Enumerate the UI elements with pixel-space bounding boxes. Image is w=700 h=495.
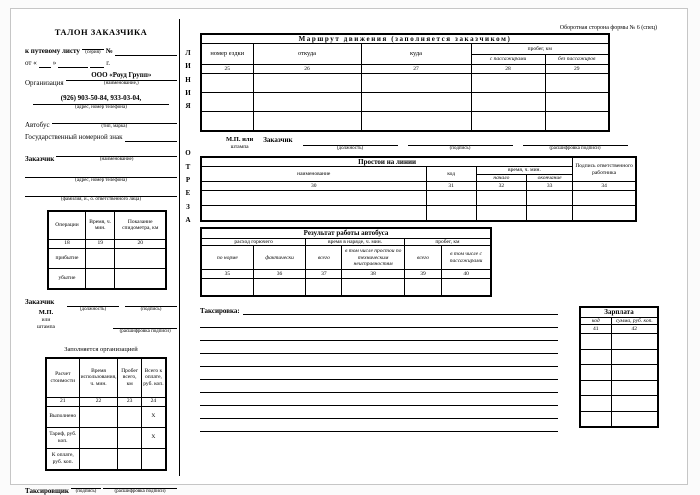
cut-letter: И	[185, 62, 191, 71]
taxing-line	[200, 406, 558, 419]
downtime-col-start: начало	[476, 174, 526, 182]
plate-blank	[125, 133, 178, 142]
taxing-blank	[243, 306, 558, 315]
taxing-line	[200, 367, 558, 380]
ops-row-arrival: прибытие	[48, 248, 85, 268]
empty-cell	[471, 93, 545, 112]
calc-row-done: Выполнено	[46, 406, 79, 427]
cut-letter: Л	[185, 49, 191, 57]
empty-cell	[201, 93, 253, 112]
result-col-norm: по норме	[201, 246, 253, 270]
fio-blank	[25, 188, 177, 197]
route-table	[200, 33, 610, 132]
route-col-trip: номер ездки	[201, 44, 253, 65]
decipher-sub: (расшифровка подписи)	[119, 329, 171, 335]
empty-cell	[201, 74, 253, 93]
cut-letter: З	[186, 202, 190, 211]
organization-row	[25, 71, 177, 87]
salary-num-41: 41	[580, 325, 611, 334]
salary-title: Зарплата	[580, 307, 658, 317]
series-field	[82, 41, 104, 57]
date-ot: от «	[25, 59, 37, 68]
coupon-title: ТАЛОН ЗАКАЗЧИКА	[54, 27, 148, 37]
customer-coupon-section	[25, 19, 177, 495]
downtime-title: Простои на линии	[201, 157, 573, 167]
result-num-38: 38	[342, 270, 404, 279]
route-num-28: 28	[471, 65, 545, 74]
calc-col-time: Время использования, ч. мин.	[79, 358, 118, 398]
spacer	[67, 320, 113, 336]
cut-letter: Е	[185, 189, 191, 198]
date-close: »	[52, 59, 57, 68]
route-col-to: куда	[361, 44, 471, 65]
empty-cell	[118, 406, 141, 427]
org-label: Организация	[25, 78, 64, 87]
calc-col-payable: Всего к оплате, руб. коп.	[141, 358, 166, 398]
right-stamp-word: штампа	[230, 144, 249, 151]
ops-col-time: Время, ч. мин.	[85, 211, 114, 240]
customer-label: Заказчик	[25, 154, 55, 163]
stamp-word: штампа	[36, 323, 55, 330]
route-col-from: откуда	[253, 44, 361, 65]
right-signature-field	[408, 139, 513, 153]
empty-cell	[85, 268, 114, 289]
address-blank	[25, 169, 177, 178]
stamp-note	[25, 309, 67, 330]
downtime-num-33: 33	[526, 182, 572, 191]
taxing-first-line	[200, 306, 558, 315]
taxing-line	[200, 419, 558, 432]
right-position-field	[303, 139, 398, 153]
taxing-line	[200, 341, 558, 354]
empty-cell	[611, 396, 658, 412]
empty-cell	[545, 112, 609, 132]
empty-cell	[253, 279, 305, 297]
calc-num-21: 21	[46, 397, 79, 406]
result-grp-time: время в наряде, ч. мин.	[306, 238, 405, 246]
address-sub: (адрес, номер телефона)	[75, 177, 127, 183]
route-num-27: 27	[361, 65, 471, 74]
downtime-col-time: время, ч. мин.	[476, 167, 572, 175]
fio-field	[25, 188, 177, 204]
empty-cell	[361, 74, 471, 93]
taxing-line	[200, 393, 558, 406]
series-blank	[82, 41, 104, 50]
cut-letter: Н	[185, 75, 191, 84]
empty-cell	[79, 406, 118, 427]
operations-table	[47, 210, 167, 290]
date-row	[25, 59, 177, 68]
bus-sub: (тип, марка)	[101, 123, 128, 129]
cut-letter: И	[185, 88, 191, 97]
empty-cell	[580, 334, 611, 350]
cut-letter: Я	[185, 102, 191, 111]
empty-cell	[580, 380, 611, 396]
result-col-fact: фактически	[253, 246, 305, 270]
empty-cell	[611, 411, 658, 427]
downtime-num-34: 34	[573, 182, 636, 191]
date-year-blank	[90, 59, 104, 68]
position-blank	[67, 298, 119, 307]
signature-line-2	[67, 320, 177, 336]
empty-cell	[573, 206, 636, 222]
calc-col-mileage: Пробег всего, км	[118, 358, 141, 398]
decipher-field	[113, 320, 177, 336]
ops-col-odometer: Показание спидометра, км	[115, 211, 166, 240]
cut-letter: Т	[185, 162, 191, 171]
no-sign: №	[105, 47, 113, 56]
empty-cell	[545, 93, 609, 112]
downtime-col-signature: Подпись ответственного работника	[573, 157, 636, 182]
downtime-col-end: окончание	[526, 174, 572, 182]
route-num-26: 26	[253, 65, 361, 74]
taxing-salary-block	[200, 306, 679, 432]
taxer-decipher-sub: (расшифровка подписи)	[114, 488, 166, 494]
cut-line	[179, 19, 196, 476]
date-month-blank	[58, 59, 88, 68]
date-day-blank	[39, 59, 51, 68]
empty-cell	[201, 206, 426, 222]
org-sub: (наименование,)	[103, 80, 139, 86]
route-num-29: 29	[545, 65, 609, 74]
position-field	[67, 298, 119, 314]
result-num-35: 35	[201, 270, 253, 279]
empty-cell	[471, 112, 545, 132]
position-sub: (должность)	[79, 306, 107, 312]
bus-blank	[52, 115, 177, 124]
address-field	[25, 169, 177, 185]
result-col-total-mileage: всего	[404, 246, 441, 270]
result-col-with-passengers: в том числе с пассажирами	[442, 246, 491, 270]
calc-num-22: 22	[79, 397, 118, 406]
right-decipher-blank	[523, 139, 628, 146]
right-signature-block	[226, 136, 679, 153]
empty-cell	[253, 112, 361, 132]
route-col-mileage: пробег, км	[471, 44, 609, 55]
empty-cell	[611, 334, 658, 350]
empty-cell	[611, 349, 658, 365]
number-blank	[115, 47, 177, 56]
signature-sub: (подпись)	[140, 306, 162, 312]
cut-letter: А	[185, 215, 191, 224]
empty-cell	[526, 191, 572, 206]
empty-cell	[442, 279, 491, 297]
plate-row	[25, 133, 177, 142]
taxing-line	[200, 328, 558, 341]
form-sheet	[10, 8, 688, 495]
taxing-line	[200, 354, 558, 367]
result-num-37: 37	[306, 270, 342, 279]
customer-field	[56, 148, 177, 164]
route-num-25: 25	[201, 65, 253, 74]
form-note: Оборотная сторона формы № 6 (спец)	[559, 25, 657, 31]
signature-line-1	[67, 298, 177, 314]
downtime-col-code: код	[426, 167, 476, 182]
stamp-column	[25, 298, 67, 336]
result-title: Результат работы автобуса	[201, 228, 491, 238]
stamp-or: или	[41, 317, 51, 324]
empty-cell	[118, 448, 141, 470]
fio-sub: (фамилия, и., о. ответственного лица)	[61, 197, 141, 203]
result-col-total-time: всего	[306, 246, 342, 270]
empty-cell	[115, 248, 166, 268]
right-decipher-sub: (расшифровка подписи)	[549, 146, 601, 152]
taxing-label: Таксировка:	[200, 307, 240, 316]
empty-cell	[611, 380, 658, 396]
route-col-with-passengers: с пассажирами	[471, 54, 545, 65]
taxer-sign-sub: (подпись)	[75, 488, 97, 494]
empty-cell	[361, 93, 471, 112]
bus-row	[25, 115, 177, 131]
calc-num-24: 24	[141, 397, 166, 406]
plate-label: Государственный номерной знак	[25, 133, 123, 142]
taxer-sign-field	[71, 480, 101, 495]
empty-cell	[580, 396, 611, 412]
empty-cell	[306, 279, 342, 297]
empty-cell	[118, 427, 141, 448]
empty-cell	[476, 191, 526, 206]
ops-row-departure: убытие	[48, 268, 85, 289]
taxer-decipher-blank	[103, 480, 177, 489]
calc-num-23: 23	[118, 397, 141, 406]
calc-mark-1: X	[141, 406, 166, 427]
empty-cell	[201, 279, 253, 297]
empty-cell	[342, 279, 404, 297]
empty-cell	[79, 427, 118, 448]
bus-label: Автобус	[25, 121, 50, 130]
series-sub: (серия)	[85, 49, 101, 55]
right-customer-label: Заказчик	[263, 136, 293, 145]
empty-cell	[426, 206, 476, 222]
phones-value: (926) 903-50-84, 933-03-04,	[33, 94, 169, 105]
downtime-num-30: 30	[201, 182, 426, 191]
customer-sub: (наименование)	[99, 157, 134, 163]
empty-cell	[580, 349, 611, 365]
waybill-number-row	[25, 41, 177, 57]
date-year-suffix: г.	[106, 59, 111, 68]
result-col-downtime: в том числе простои по техническим неисправностям	[342, 246, 404, 270]
empty-cell	[526, 206, 572, 222]
empty-cell	[471, 74, 545, 93]
taxer-label: Таксировщик	[25, 486, 69, 495]
taxing-lines	[200, 306, 558, 432]
route-title: Маршрут движения (заполняется заказчиком)	[201, 34, 609, 44]
empty-cell	[141, 448, 166, 470]
empty-cell	[611, 365, 658, 381]
ops-col-operations: Операции	[48, 211, 85, 240]
phones-field	[25, 90, 177, 111]
empty-cell	[253, 93, 361, 112]
reverse-side-section	[196, 19, 679, 476]
org-value: ООО «Роуд Групп»	[66, 71, 177, 81]
downtime-num-31: 31	[426, 182, 476, 191]
result-grp-mileage: пробег, км	[404, 238, 491, 246]
right-stamp-mp: М.П. или	[226, 136, 254, 144]
empty-cell	[201, 191, 426, 206]
empty-cell	[201, 112, 253, 132]
ops-num-19: 19	[85, 239, 114, 248]
right-signature-blank	[408, 139, 513, 146]
taxing-line	[200, 315, 558, 328]
empty-cell	[79, 448, 118, 470]
customer-signature-block	[25, 298, 177, 336]
empty-cell	[580, 365, 611, 381]
cut-letter: О	[185, 149, 191, 158]
empty-cell	[476, 206, 526, 222]
cut-letter: Р	[185, 176, 191, 185]
cost-table	[45, 357, 167, 471]
empty-cell	[580, 411, 611, 427]
salary-col-sum: сумма, руб. коп.	[611, 317, 658, 325]
result-grp-fuel: расход горючего	[201, 238, 306, 246]
right-position-blank	[303, 139, 398, 146]
bus-field	[52, 115, 177, 131]
downtime-num-32: 32	[476, 182, 526, 191]
empty-cell	[115, 268, 166, 289]
result-num-39: 39	[404, 270, 441, 279]
calc-col-cost: Расчет стоимости	[46, 358, 79, 398]
empty-cell	[404, 279, 441, 297]
result-num-40: 40	[442, 270, 491, 279]
empty-cell	[573, 191, 636, 206]
taxer-decipher-field	[103, 480, 177, 495]
stamp-mp: М.П.	[38, 309, 54, 317]
result-num-36: 36	[253, 270, 305, 279]
calc-row-tariff: Тариф, руб. коп.	[46, 427, 79, 448]
downtime-col-name: наименование	[201, 167, 426, 182]
sign-customer-label: Заказчик	[25, 297, 55, 306]
org-field	[66, 71, 177, 87]
right-signature-sub: (подпись)	[449, 146, 471, 152]
downtime-table	[200, 156, 637, 223]
calc-row-payable: К оплате, руб. коп.	[46, 448, 79, 470]
salary-table	[579, 306, 659, 428]
waybill-label: к путевому листу	[25, 47, 80, 56]
right-position-sub: (должность)	[336, 146, 364, 152]
salary-col-code: код	[580, 317, 611, 325]
signature-lines	[67, 298, 177, 336]
signature-blank	[125, 298, 177, 307]
taxer-sign-blank	[71, 480, 101, 489]
customer-blank	[56, 148, 177, 157]
customer-row	[25, 148, 177, 164]
form-content	[25, 19, 679, 495]
empty-cell	[545, 74, 609, 93]
org-section-title: Заполняется организацией	[64, 345, 138, 353]
salary-num-42: 42	[611, 325, 658, 334]
right-decipher-field	[523, 139, 628, 153]
right-stamp-note	[226, 136, 253, 150]
calc-mark-2: X	[141, 427, 166, 448]
ops-num-20: 20	[115, 239, 166, 248]
ops-num-18: 18	[48, 239, 85, 248]
taxer-row	[25, 480, 177, 495]
empty-cell	[361, 112, 471, 132]
signature-field	[125, 298, 177, 314]
empty-cell	[426, 191, 476, 206]
empty-cell	[85, 248, 114, 268]
taxing-line	[200, 380, 558, 393]
result-table	[200, 227, 492, 297]
decipher-blank	[113, 320, 177, 329]
route-col-without-passengers: без пассажиров	[545, 54, 609, 65]
phones-sub: (адрес, номер телефона)	[75, 105, 127, 111]
empty-cell	[253, 74, 361, 93]
